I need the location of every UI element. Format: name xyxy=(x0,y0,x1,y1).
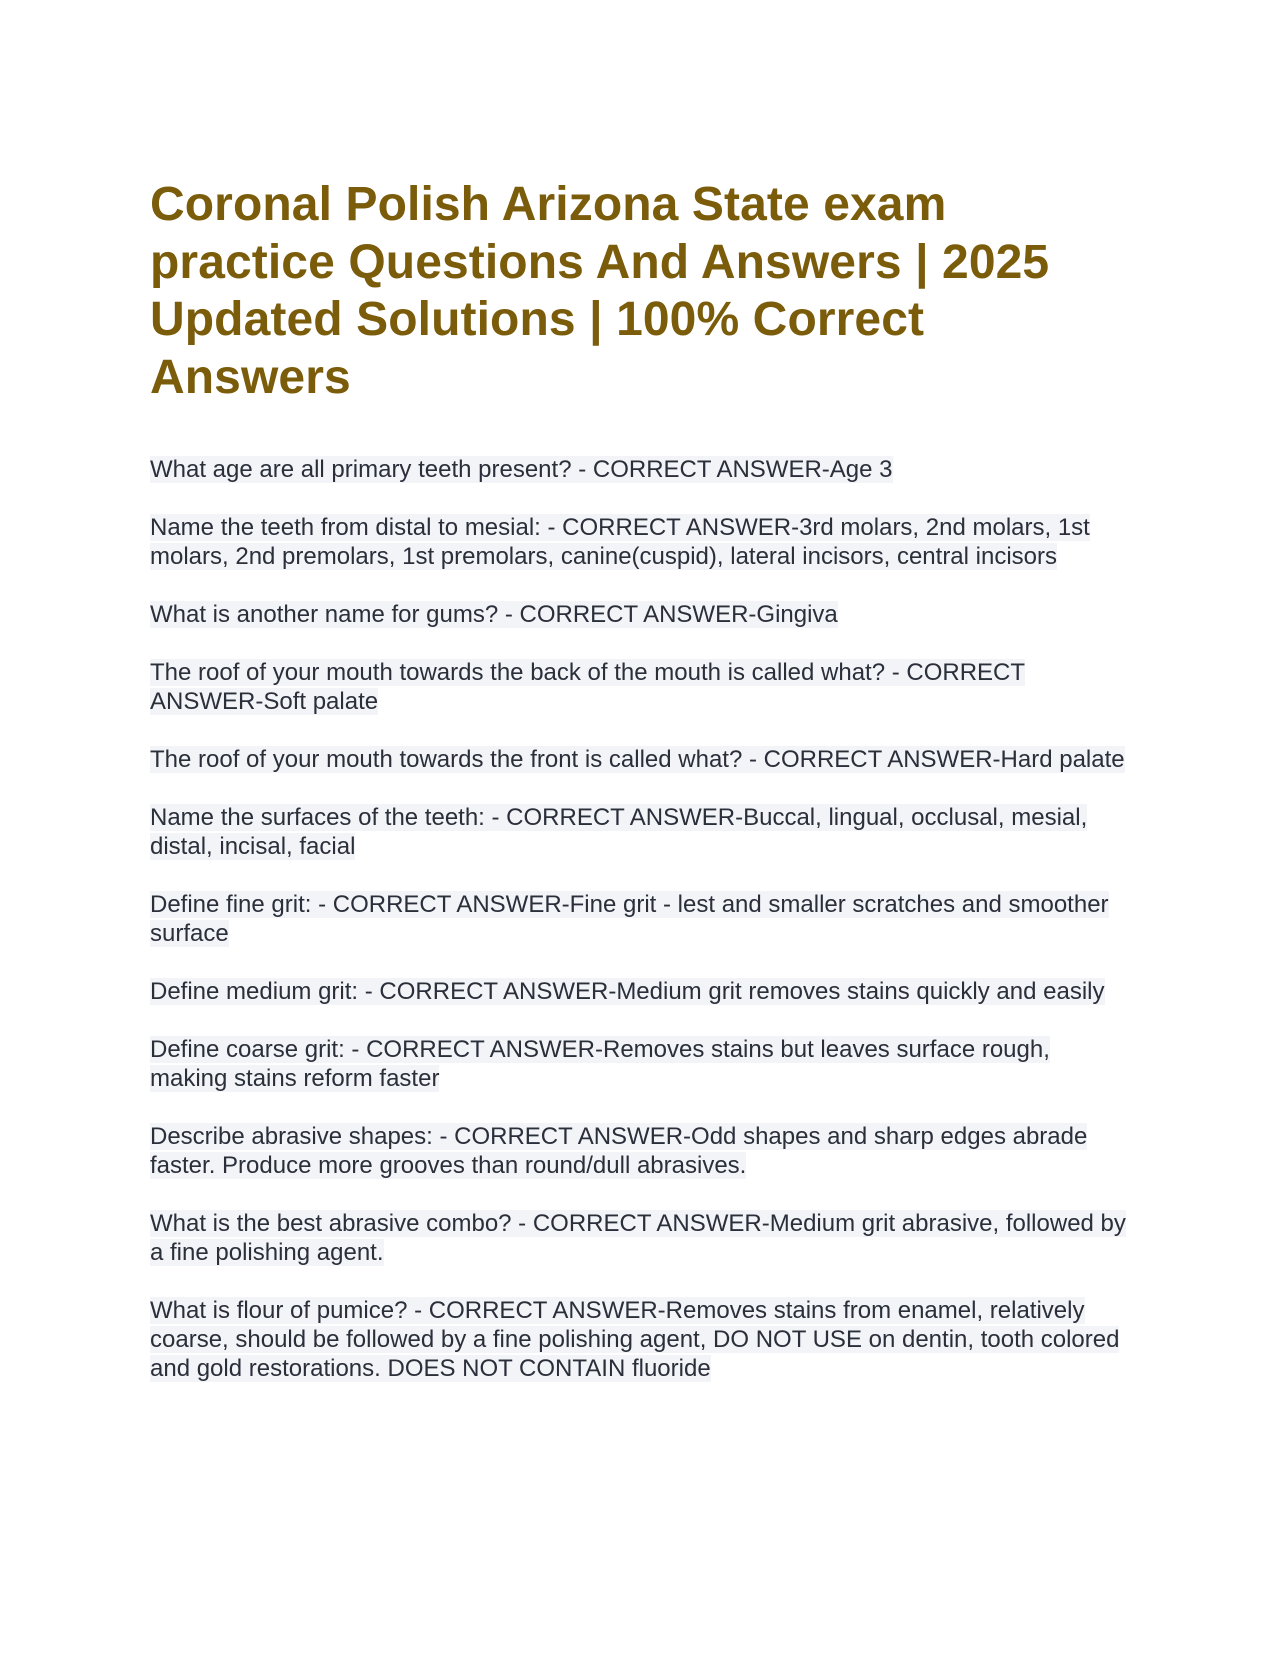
qa-item xyxy=(150,600,1130,629)
qa-item xyxy=(150,977,1130,1006)
qa-item xyxy=(150,890,1130,948)
qa-item xyxy=(150,1296,1130,1383)
qa-text: Define coarse grit: - CORRECT ANSWER-Removes stains but leaves surface rough, making stains reform faster xyxy=(150,1036,1050,1092)
qa-item xyxy=(150,803,1130,861)
qa-list xyxy=(150,455,1130,1383)
qa-item xyxy=(150,658,1130,716)
qa-text: The roof of your mouth towards the front is called what? - CORRECT ANSWER-Hard palate xyxy=(150,746,1125,773)
qa-item xyxy=(150,513,1130,571)
qa-item xyxy=(150,455,1130,484)
qa-text: What is the best abrasive combo? - CORRECT ANSWER-Medium grit abrasive, followed by a fine polishing agent. xyxy=(150,1210,1126,1266)
qa-text: Name the surfaces of the teeth: - CORRECT ANSWER-Buccal, lingual, occlusal, mesial, distal, incisal, facial xyxy=(150,804,1088,860)
qa-item xyxy=(150,1209,1130,1267)
qa-text: What age are all primary teeth present? - CORRECT ANSWER-Age 3 xyxy=(150,456,893,483)
qa-item xyxy=(150,745,1130,774)
document-title: Coronal Polish Arizona State exam practice Questions And Answers | 2025 Updated Solutions | 100% Correct Answers xyxy=(150,178,1050,404)
qa-text: Define medium grit: - CORRECT ANSWER-Medium grit removes stains quickly and easily xyxy=(150,978,1105,1005)
qa-text: Define fine grit: - CORRECT ANSWER-Fine grit - lest and smaller scratches and smoother surface xyxy=(150,891,1109,947)
qa-item xyxy=(150,1035,1130,1093)
qa-text: What is flour of pumice? - CORRECT ANSWER-Removes stains from enamel, relatively coarse, should be followed by a fine polishing agent, DO NOT USE on dentin, tooth colored and gold restorations. DOES NOT CONTAIN fluoride xyxy=(150,1297,1120,1382)
qa-text: The roof of your mouth towards the back of the mouth is called what? - CORRECT ANSWER-Soft palate xyxy=(150,659,1026,715)
qa-item xyxy=(150,1122,1130,1180)
qa-text: Describe abrasive shapes: - CORRECT ANSWER-Odd shapes and sharp edges abrade faster. Produce more grooves than round/dull abrasives. xyxy=(150,1123,1088,1179)
qa-text: What is another name for gums? - CORRECT ANSWER-Gingiva xyxy=(150,601,838,628)
qa-text: Name the teeth from distal to mesial: - CORRECT ANSWER-3rd molars, 2nd molars, 1st molars, 2nd premolars, 1st premolars, canine(cuspid), lateral incisors, central incisors xyxy=(150,514,1090,570)
document-page xyxy=(150,176,1130,1412)
